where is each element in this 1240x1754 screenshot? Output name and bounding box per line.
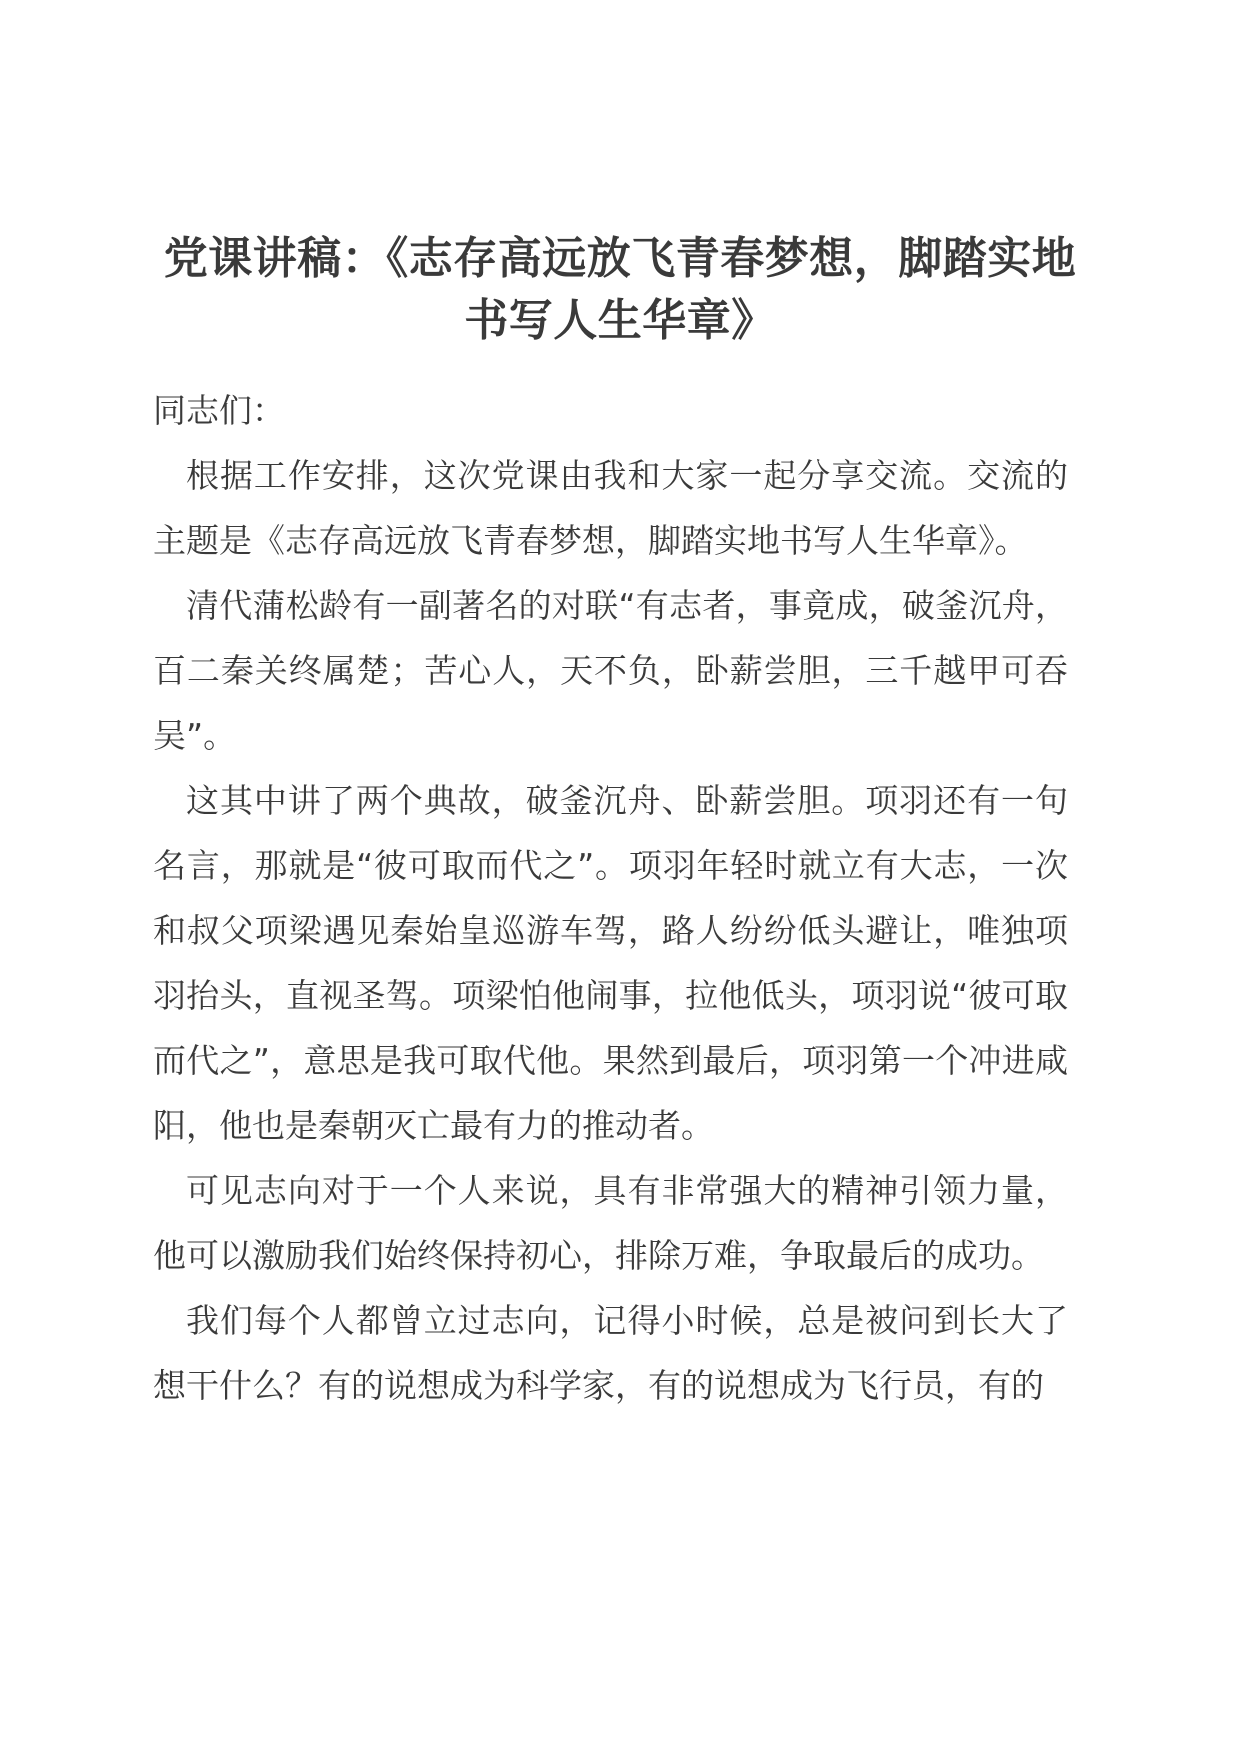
document-title: 党课讲稿：《志存高远放飞青春梦想，脚踏实地书写人生华章》 [163, 233, 1077, 346]
paragraph: 根据工作安排，这次党课由我和大家一起分享交流。交流的主题是《志存高远放飞青春梦想，脚踏实地书写人生华章》。 [153, 456, 1068, 560]
document-body [153, 378, 1068, 1418]
paragraph: 可见志向对于一个人来说，具有非常强大的精神引领力量，他可以激励我们始终保持初心，排除万难，争取最后的成功。 [153, 1171, 1068, 1275]
paragraph: 清代蒲松龄有一副著名的对联“有志者，事竟成，破釜沉舟，百二秦关终属楚；苦心人，天不负，卧薪尝胆，三千越甲可吞吴”。 [153, 586, 1068, 755]
salutation: 同志们： [153, 391, 285, 430]
paragraph: 我们每个人都曾立过志向，记得小时候，总是被问到长大了想干什么？有的说想成为科学家，有的说想成为飞行员，有的 [153, 1301, 1068, 1405]
paragraph: 这其中讲了两个典故，破釜沉舟、卧薪尝胆。项羽还有一句名言，那就是“彼可取而代之”。项羽年轻时就立有大志，一次和叔父项梁遇见秦始皇巡游车驾，路人纷纷低头避让，唯独项羽抬头，直视圣驾。项梁怕他闹事，拉他低头，项羽说“彼可取而代之”，意思是我可取代他。果然到最后，项羽第一个冲进咸阳，他也是秦朝灭亡最有力的推动者。 [153, 781, 1068, 1145]
